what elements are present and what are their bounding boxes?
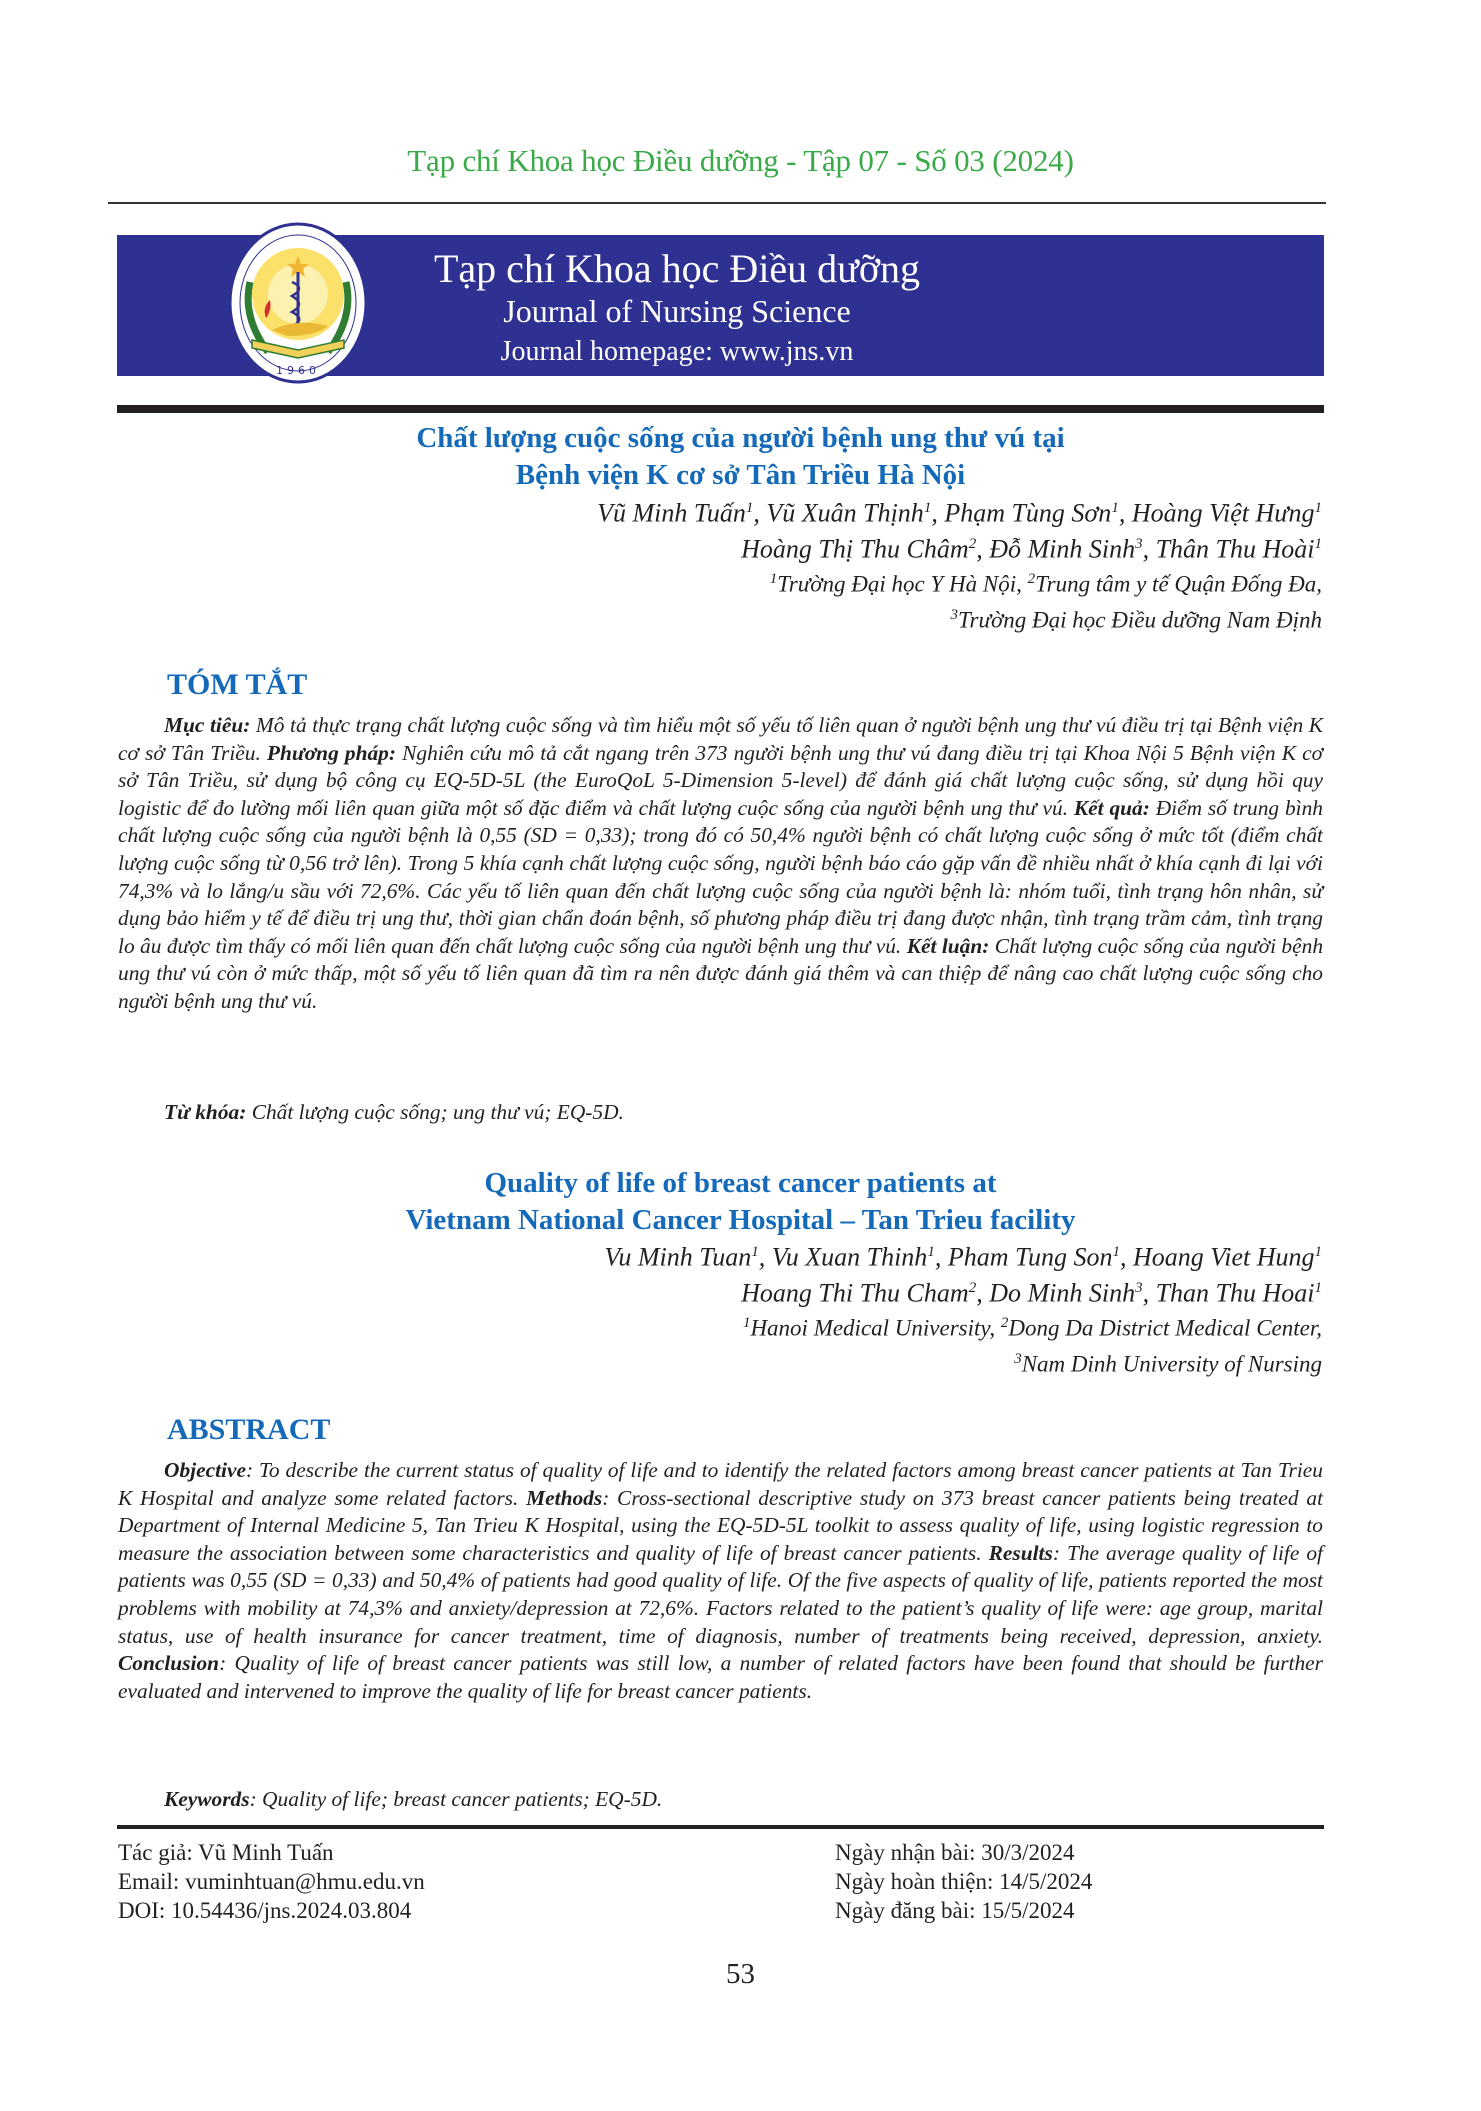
journal-homepage: Journal homepage: www.jns.vn bbox=[500, 336, 854, 367]
corresponding-author: Tác giả: Vũ Minh Tuấn bbox=[118, 1840, 334, 1865]
author-name: Than Thu Hoai bbox=[1155, 1278, 1315, 1308]
abstract-vi bbox=[118, 712, 1323, 1016]
date-revised: Ngày hoàn thiện: 14/5/2024 bbox=[835, 1869, 1093, 1894]
footer-dates bbox=[835, 1838, 1092, 1925]
abstract-section-label: Results bbox=[988, 1540, 1053, 1565]
affiliation-marker: 1 bbox=[923, 500, 932, 516]
keywords-en-text: : Quality of life; breast cancer patients; EQ-5D. bbox=[249, 1787, 663, 1811]
affiliations-en-line-1: $^1$Hanoi Medical University, $^2$Dong Da District Medical Center, bbox=[742, 1315, 1322, 1341]
abstract-en bbox=[118, 1457, 1323, 1705]
title-vi-line-2: Bệnh viện K cơ sở Tân Triều Hà Nội bbox=[515, 459, 966, 491]
keywords-vi bbox=[164, 1100, 624, 1125]
author-name: Hoàng Thị Thu Châm bbox=[741, 534, 969, 564]
affiliation-name: Hanoi Medical University bbox=[750, 1315, 990, 1341]
affiliation-name: Trường Đại học Y Hà Nội bbox=[777, 571, 1017, 597]
affiliation-marker: 2 bbox=[1027, 571, 1036, 588]
affiliation-marker: 2 bbox=[968, 535, 977, 552]
article-title-en bbox=[0, 1165, 1481, 1239]
banner-bottom-rule bbox=[117, 405, 1324, 413]
author-name: Hoang Thi Thu Cham bbox=[741, 1278, 969, 1308]
abstract-section-text: Điểm số trung bình chất lượng cuộc sống của người bệnh là 0,55 (SD = 0,33); trong đó có 50,4% người bệnh có chất lượng cuộc sống ở mức tốt (điểm chất lượng cuộc sống từ 0,56 trở lên). Trong 5 khía cạnh chất lượng cuộc sống, người bệnh báo cáo gặp vấn đề nhiều nhất ở khía cạnh đi lại với 74,3% và lo lắng/u sầu với 72,6%. Các yếu tố liên quan đến chất lượng cuộc sống của người bệnh là: nhóm tuổi, tình trạng hôn nhân, sử dụng bảo hiểm y tế để điều trị ung thư, thời gian chẩn đoán bệnh, số phương pháp điều trị đang được nhận, tình trạng trầm cảm, tình trạng lo âu được tìm thấy có mối liên quan đến chất lượng cuộc sống của người bệnh ung thư vú. bbox=[118, 795, 1323, 958]
authors-vi-line-1: Vũ Minh Tuấn$^1$, Vũ Xuân Thịnh$^1$, Phạm Tùng Sơn$^1$, Hoàng Việt Hưng$^1$ bbox=[597, 498, 1322, 528]
affiliation-marker: 2 bbox=[968, 1279, 977, 1296]
running-header: Tạp chí Khoa học Điều dưỡng - Tập 07 - Số 03 (2024) bbox=[407, 143, 1074, 178]
journal-title: Tạp chí Khoa học Điều dưỡng bbox=[433, 246, 921, 291]
author-name: Vũ Xuân Thịnh bbox=[766, 498, 924, 528]
abstract-section-label: Conclusion bbox=[118, 1651, 220, 1676]
abstract-section-label: Mục tiêu: bbox=[164, 713, 251, 737]
authors-en-line-1: Vu Minh Tuan$^1$, Vu Xuan Thinh$^1$, Pham Tung Son$^1$, Hoang Viet Hung$^1$ bbox=[604, 1242, 1322, 1272]
abstract-section-text: Mô tả thực trạng chất lượng cuộc sống và tìm hiểu một số yếu tố liên quan ở người bệnh ung thư vú điều trị tại Bệnh viện K cơ sở Tân Triều. bbox=[118, 713, 1323, 765]
affiliation-marker: 3 bbox=[1014, 1350, 1022, 1367]
section-heading-tom-tat: TÓM TẮT bbox=[167, 668, 308, 701]
affiliation-marker: 1 bbox=[769, 571, 778, 588]
abstract-section-label: Methods bbox=[526, 1485, 603, 1510]
title-en-line-1: Quality of life of breast cancer patients at bbox=[484, 1167, 997, 1199]
affiliation-marker: 1 bbox=[745, 500, 754, 516]
abstract-section-text: Nghiên cứu mô tả cắt ngang trên 373 người bệnh ung thư vú đang điều trị tại Khoa Nội 5 Bệnh viện K cơ sở Tân Triều, sử dụng bộ công cụ EQ-5D-5L (the EuroQoL 5-Dimension 5-level) để đánh giá chất lượng cuộc sống, sử dụng hồi quy logistic để đo lường mối liên quan giữa một số đặc điểm và chất lượng cuộc sống của người bệnh ung thư vú. bbox=[118, 740, 1323, 820]
author-name: Phạm Tùng Sơn bbox=[944, 498, 1112, 528]
authors-vi-line-2: Hoàng Thị Thu Châm$^2$, Đỗ Minh Sinh$^3$, Thân Thu Hoài$^1$ bbox=[741, 534, 1322, 564]
author-name: Do Minh Sinh bbox=[989, 1278, 1136, 1308]
title-vi-line-1: Chất lượng cuộc sống của người bệnh ung thư vú tại bbox=[416, 422, 1065, 454]
affiliation-marker: 1 bbox=[1111, 500, 1119, 516]
author-email[interactable]: Email: vuminhtuan@hmu.edu.vn bbox=[118, 1869, 425, 1894]
affiliations-vi-line-2 bbox=[597, 600, 1322, 636]
page-number: 53 bbox=[726, 1958, 755, 1990]
affiliation-marker: 1 bbox=[751, 1244, 759, 1260]
keywords-en bbox=[164, 1787, 662, 1812]
affiliation-marker: 3 bbox=[950, 606, 959, 623]
journal-subtitle: Journal of Nursing Science bbox=[503, 293, 851, 329]
date-published: Ngày đăng bài: 15/5/2024 bbox=[835, 1898, 1075, 1923]
date-received: Ngày nhận bài: 30/3/2024 bbox=[835, 1840, 1075, 1865]
authors-vi bbox=[597, 493, 1322, 636]
affiliations-vi-line-1: $^1$Trường Đại học Y Hà Nội, $^2$Trung tâm y tế Quận Đống Đa, bbox=[769, 571, 1322, 597]
author-name: Đỗ Minh Sinh bbox=[989, 534, 1136, 564]
author-name: Thân Thu Hoài bbox=[1155, 534, 1315, 564]
affiliation-marker: 3 bbox=[1135, 1279, 1143, 1296]
keywords-en-label: Keywords bbox=[164, 1787, 250, 1811]
article-title-vi bbox=[0, 420, 1481, 494]
abstract-section-text: Chất lượng cuộc sống của người bệnh ung thư vú còn ở mức thấp, một số yếu tố liên quan đã tìm ra nên được đánh giá thêm và can thiệp để nâng cao chất lượng cuộc sống cho người bệnh ung thư vú. bbox=[118, 933, 1324, 1013]
abstract-section-label: Phương pháp: bbox=[266, 740, 396, 765]
abstract-section-text: : The average quality of life of patients was 0,55 (SD = 0,33) and 50,4% of patients had good quality of life. Of the five aspects of quality of life, patients reported the most problems with mobility at 74,3% and anxiety/depression at 72,6%. Factors related to the patient’s quality of life were: age group, marital status, use of health insurance for cancer treatment, time of diagnosis, number of treatments being received, depression, anxiety. bbox=[118, 1540, 1323, 1648]
affiliation-name: Nam Dinh University of Nursing bbox=[1021, 1351, 1322, 1377]
authors-en bbox=[604, 1237, 1322, 1380]
affiliation-name: Trường Đại học Điều dưỡng Nam Định bbox=[958, 607, 1322, 633]
author-name: Vũ Minh Tuấn bbox=[597, 498, 746, 528]
abstract-section-text: : Quality of life of breast cancer patients was still low, a number of related factors have been found that should be further evaluated and intervened to improve the quality of life for breast cancer patients. bbox=[118, 1651, 1323, 1703]
affiliation-marker: 1 bbox=[742, 1315, 751, 1332]
doi[interactable]: DOI: 10.54436/jns.2024.03.804 bbox=[118, 1898, 412, 1923]
university-logo-icon bbox=[228, 222, 368, 384]
abstract-section-text: : To describe the current status of quality of life and to identify the related factors among breast cancer patients at Tan Trieu K Hospital and analyze some related factors. bbox=[118, 1458, 1323, 1510]
keywords-vi-label: Từ khóa: bbox=[164, 1100, 247, 1124]
footer-author-info bbox=[118, 1838, 425, 1925]
affiliation-name: Dong Da District Medical Center bbox=[1008, 1315, 1317, 1341]
abstract-section-label: Kết luận: bbox=[906, 933, 990, 958]
affiliation-marker: 1 bbox=[1314, 535, 1322, 552]
affiliation-marker: 2 bbox=[1000, 1315, 1009, 1332]
affiliation-marker: 1 bbox=[1112, 1244, 1120, 1260]
header-divider bbox=[108, 202, 1326, 204]
section-heading-abstract: ABSTRACT bbox=[167, 1413, 331, 1446]
affiliation-marker: 1 bbox=[927, 1244, 935, 1260]
keywords-vi-text: Chất lượng cuộc sống; ung thư vú; EQ-5D. bbox=[246, 1100, 624, 1124]
affiliation-marker: 1 bbox=[1314, 500, 1322, 516]
author-name: Vu Xuan Thinh bbox=[771, 1242, 928, 1272]
logo-year: 1960 bbox=[276, 364, 320, 377]
affiliation-marker: 3 bbox=[1135, 535, 1143, 552]
affiliation-marker: 1 bbox=[1314, 1279, 1322, 1296]
affiliations-en-line-2 bbox=[604, 1344, 1322, 1380]
author-name: Hoàng Việt Hưng bbox=[1131, 498, 1315, 528]
affiliation-marker: 1 bbox=[1314, 1244, 1322, 1260]
author-name: Vu Minh Tuan bbox=[604, 1242, 752, 1272]
title-en-line-2: Vietnam National Cancer Hospital – Tan Trieu facility bbox=[405, 1204, 1076, 1236]
affiliation-name: Trung tâm y tế Quận Đống Đa bbox=[1035, 571, 1317, 597]
abstract-section-text: : Cross-sectional descriptive study on 373 breast cancer patients being treated at Department of Internal Medicine 5, Tan Trieu K Hospital, using the EQ-5D-5L toolkit to assess quality of life, using logistic regression to measure the association between some characteristics and quality of life of breast cancer patients. bbox=[118, 1485, 1324, 1565]
author-name: Pham Tung Son bbox=[947, 1242, 1113, 1272]
abstract-section-label: Kết quả: bbox=[1073, 795, 1150, 820]
abstract-section-label: Objective bbox=[164, 1458, 246, 1482]
footer-rule bbox=[117, 1825, 1324, 1829]
author-name: Hoang Viet Hung bbox=[1133, 1242, 1315, 1272]
authors-en-line-2: Hoang Thi Thu Cham$^2$, Do Minh Sinh$^3$, Than Thu Hoai$^1$ bbox=[741, 1278, 1322, 1308]
